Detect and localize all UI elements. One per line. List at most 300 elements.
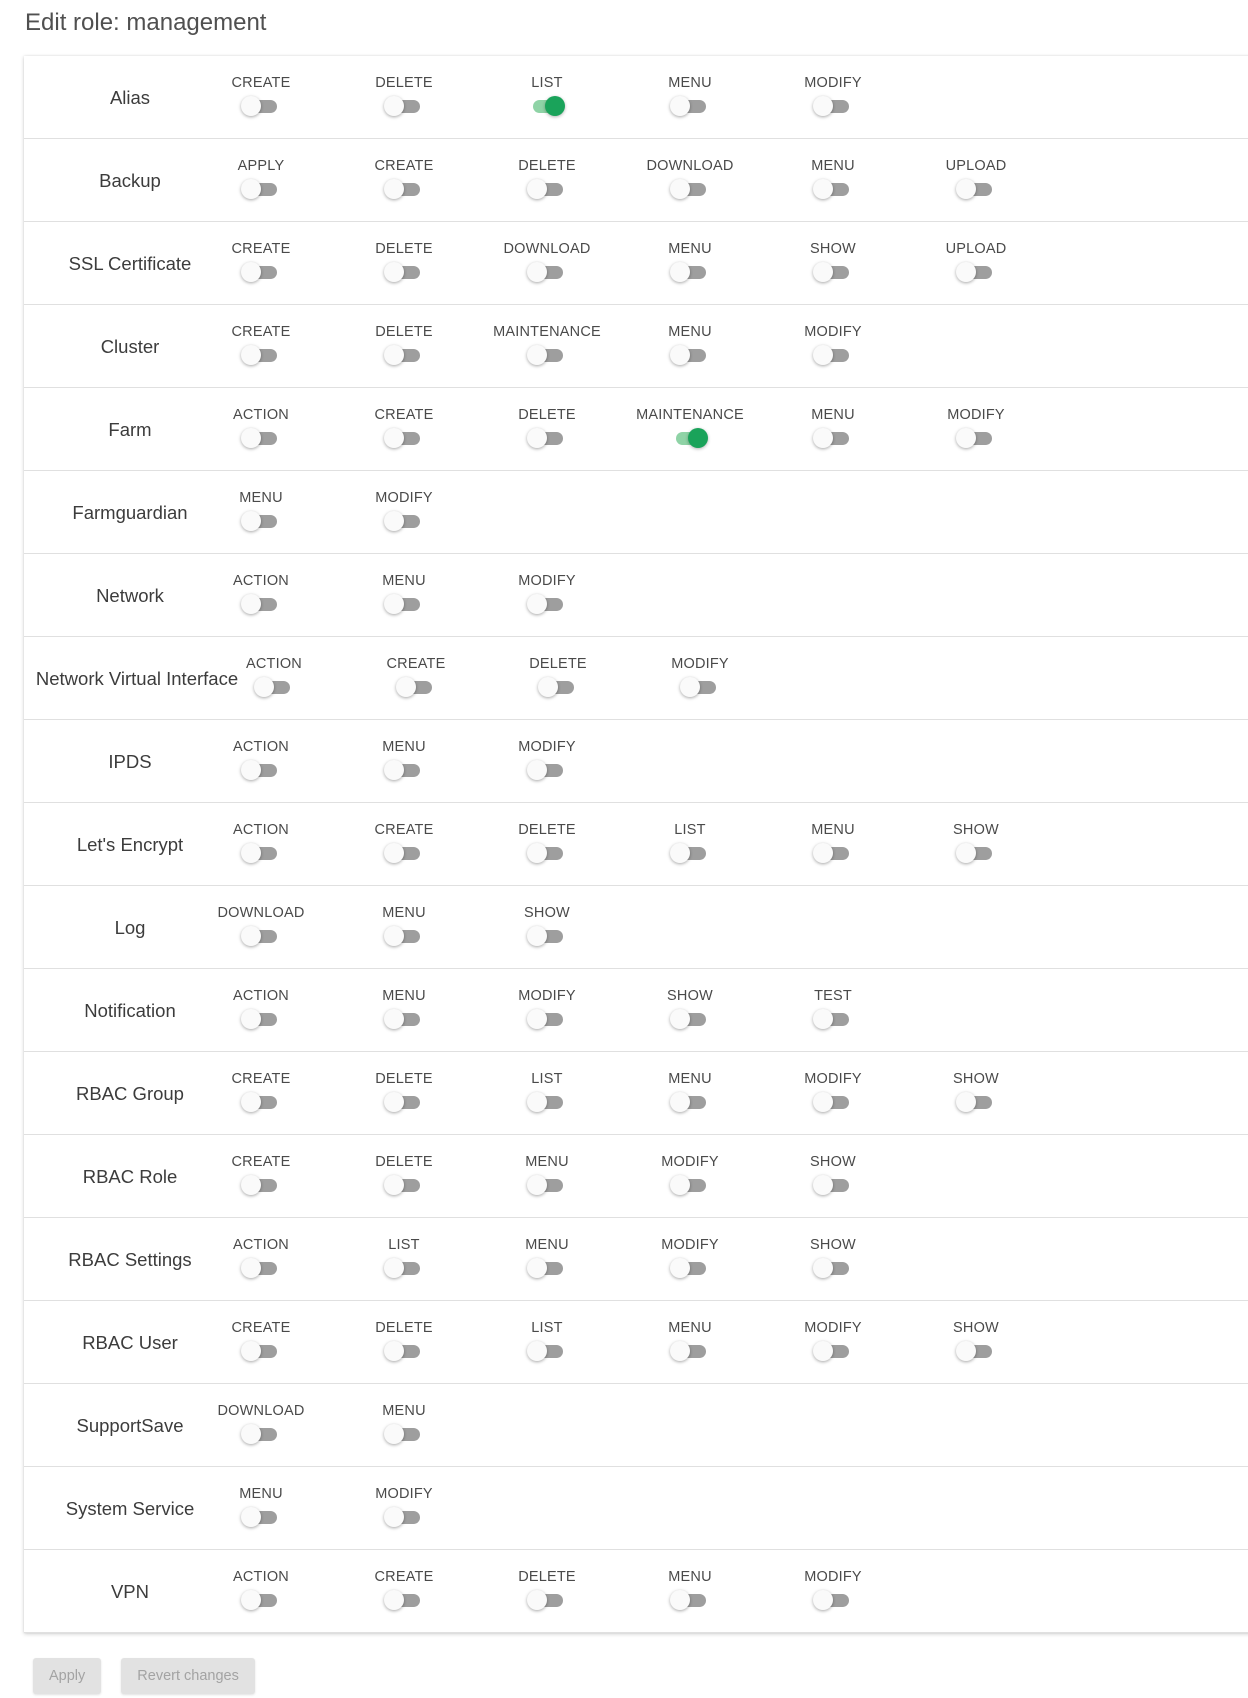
permission-toggle[interactable]	[527, 343, 567, 367]
permission-toggle[interactable]	[813, 1007, 853, 1031]
permission-toggle[interactable]	[241, 758, 281, 782]
permission-toggle[interactable]	[813, 94, 853, 118]
toggle-knob	[670, 262, 690, 282]
permission-cell	[344, 822, 464, 865]
permission-label: MODIFY	[518, 739, 576, 755]
role-name: IPDS	[108, 750, 152, 772]
permission-label: ACTION	[233, 573, 289, 589]
permission-cell	[630, 158, 750, 201]
permission-label: MODIFY	[375, 490, 433, 506]
permission-cell	[773, 324, 893, 367]
role-row	[24, 1218, 1248, 1301]
permission-toggle[interactable]	[384, 1256, 424, 1280]
toggle-knob	[241, 1009, 261, 1029]
permission-cell	[773, 1569, 893, 1612]
permission-toggle[interactable]	[241, 1256, 281, 1280]
permission-label: MODIFY	[518, 988, 576, 1004]
permission-cell	[344, 988, 464, 1031]
permission-toggle[interactable]	[384, 509, 424, 533]
toggle-knob	[956, 843, 976, 863]
toggle-knob	[384, 1258, 404, 1278]
permission-label: CREATE	[374, 1569, 434, 1585]
permission-toggle[interactable]	[813, 1588, 853, 1612]
permission-label: SHOW	[810, 1237, 856, 1253]
permission-toggle[interactable]	[670, 426, 710, 450]
role-row	[24, 554, 1248, 637]
toggle-knob	[813, 96, 833, 116]
permission-cell	[201, 324, 321, 367]
permission-label: MODIFY	[947, 407, 1005, 423]
permission-toggle[interactable]	[241, 260, 281, 284]
permission-cell	[916, 407, 1036, 450]
permission-label: SHOW	[953, 822, 999, 838]
permission-toggle[interactable]	[241, 1007, 281, 1031]
toggle-knob	[670, 1009, 690, 1029]
permission-label: ACTION	[233, 988, 289, 1004]
toggle-knob	[384, 1092, 404, 1112]
permission-label: SHOW	[810, 1154, 856, 1170]
role-row	[24, 388, 1248, 471]
role-permissions-table	[24, 56, 1248, 1633]
permission-cell	[630, 241, 750, 284]
permission-label: DELETE	[518, 407, 576, 423]
permission-cell	[498, 656, 618, 699]
permission-toggle[interactable]	[813, 260, 853, 284]
role-name: RBAC User	[82, 1331, 178, 1353]
permission-toggle[interactable]	[241, 177, 281, 201]
permission-toggle[interactable]	[813, 1173, 853, 1197]
permission-label: MENU	[382, 1403, 426, 1419]
permission-label: MAINTENANCE	[636, 407, 744, 423]
permission-cell	[344, 739, 464, 782]
permission-toggle[interactable]	[813, 1256, 853, 1280]
form-actions	[33, 1658, 255, 1694]
permission-cell	[773, 1237, 893, 1280]
permission-toggle[interactable]	[384, 924, 424, 948]
toggle-knob	[384, 1341, 404, 1361]
toggle-knob	[527, 345, 547, 365]
permission-cell	[916, 158, 1036, 201]
permission-toggle[interactable]	[670, 841, 710, 865]
permission-cell	[773, 822, 893, 865]
toggle-knob	[527, 1258, 547, 1278]
permission-label: DELETE	[375, 324, 433, 340]
permission-toggle[interactable]	[527, 1173, 567, 1197]
permission-toggle[interactable]	[527, 94, 567, 118]
permission-toggle[interactable]	[956, 1339, 996, 1363]
permission-toggle[interactable]	[384, 1173, 424, 1197]
role-name: Farm	[108, 418, 152, 440]
permission-cell	[344, 905, 464, 948]
permission-toggle[interactable]	[670, 1256, 710, 1280]
role-name: Log	[114, 916, 146, 938]
permission-cell	[487, 739, 607, 782]
permission-cell	[344, 1403, 464, 1446]
permission-cell	[630, 1071, 750, 1114]
permission-label: MODIFY	[804, 324, 862, 340]
toggle-knob	[384, 1175, 404, 1195]
role-name: Notification	[84, 999, 176, 1021]
permission-toggle[interactable]	[384, 1339, 424, 1363]
permission-cell	[630, 1569, 750, 1612]
role-row	[24, 305, 1248, 388]
permission-label: APPLY	[237, 158, 285, 174]
role-row	[24, 56, 1248, 139]
role-row	[24, 1301, 1248, 1384]
toggle-knob	[384, 843, 404, 863]
permission-toggle[interactable]	[241, 1588, 281, 1612]
permission-cell	[356, 656, 476, 699]
permission-toggle[interactable]	[956, 841, 996, 865]
toggle-knob	[241, 1092, 261, 1112]
permission-toggle[interactable]	[670, 1339, 710, 1363]
permission-label: LIST	[531, 1320, 563, 1336]
permission-label: MENU	[239, 1486, 283, 1502]
permission-toggle[interactable]	[527, 426, 567, 450]
permission-toggle[interactable]	[956, 260, 996, 284]
permission-toggle[interactable]	[527, 177, 567, 201]
role-row	[24, 1467, 1248, 1550]
permission-label: MENU	[525, 1154, 569, 1170]
role-name: Alias	[109, 86, 151, 108]
permission-toggle[interactable]	[384, 1588, 424, 1612]
toggle-knob	[241, 96, 261, 116]
toggle-knob	[670, 345, 690, 365]
permission-cell	[201, 1320, 321, 1363]
permission-label: DELETE	[375, 75, 433, 91]
permission-label: MODIFY	[804, 75, 862, 91]
permission-toggle[interactable]	[384, 260, 424, 284]
permission-label: MENU	[668, 75, 712, 91]
role-row	[24, 1052, 1248, 1135]
toggle-knob	[384, 511, 404, 531]
role-row	[24, 222, 1248, 305]
permission-label: LIST	[531, 1071, 563, 1087]
permission-label: CREATE	[386, 656, 446, 672]
permission-toggle[interactable]	[396, 675, 436, 699]
toggle-knob	[527, 262, 547, 282]
permission-cell	[344, 1569, 464, 1612]
toggle-knob	[241, 511, 261, 531]
permission-toggle[interactable]	[527, 1588, 567, 1612]
permission-cell	[344, 490, 464, 533]
permission-toggle[interactable]	[241, 94, 281, 118]
permission-toggle[interactable]	[241, 509, 281, 533]
role-name: RBAC Settings	[68, 1248, 192, 1270]
toggle-knob	[241, 1175, 261, 1195]
permission-toggle[interactable]	[384, 1090, 424, 1114]
permission-toggle[interactable]	[670, 1173, 710, 1197]
role-row	[24, 637, 1248, 720]
permission-toggle[interactable]	[538, 675, 578, 699]
permission-toggle[interactable]	[241, 343, 281, 367]
toggle-knob	[241, 262, 261, 282]
toggle-knob	[813, 179, 833, 199]
role-name: Cluster	[100, 335, 160, 357]
permission-cell	[201, 1154, 321, 1197]
permission-label: MODIFY	[804, 1320, 862, 1336]
permission-cell	[487, 75, 607, 118]
permission-cell	[201, 1569, 321, 1612]
permission-toggle[interactable]	[384, 841, 424, 865]
permission-cell	[916, 1320, 1036, 1363]
permission-toggle[interactable]	[527, 260, 567, 284]
permission-cell	[201, 573, 321, 616]
permission-label: MENU	[668, 1071, 712, 1087]
permission-toggle[interactable]	[384, 94, 424, 118]
permission-toggle[interactable]	[384, 1007, 424, 1031]
role-row	[24, 720, 1248, 803]
role-name: Let's Encrypt	[76, 833, 184, 855]
permission-cell	[487, 573, 607, 616]
permission-label: SHOW	[953, 1320, 999, 1336]
role-row	[24, 803, 1248, 886]
permission-toggle[interactable]	[384, 1505, 424, 1529]
permission-cell	[487, 1569, 607, 1612]
permission-label: MENU	[811, 407, 855, 423]
permission-toggle[interactable]	[813, 1339, 853, 1363]
permission-toggle[interactable]	[956, 177, 996, 201]
toggle-knob	[241, 1258, 261, 1278]
permission-label: MENU	[668, 1320, 712, 1336]
permission-cell	[773, 75, 893, 118]
permission-toggle[interactable]	[527, 1256, 567, 1280]
toggle-knob	[813, 1341, 833, 1361]
permission-toggle[interactable]	[670, 1007, 710, 1031]
permission-cell	[773, 241, 893, 284]
permission-cell	[630, 324, 750, 367]
toggle-knob	[813, 345, 833, 365]
permission-toggle[interactable]	[670, 260, 710, 284]
toggle-knob	[241, 594, 261, 614]
permission-cell	[487, 905, 607, 948]
permission-label: DOWNLOAD	[217, 1403, 305, 1419]
toggle-knob	[670, 1258, 690, 1278]
permission-toggle[interactable]	[956, 426, 996, 450]
permission-label: MENU	[525, 1237, 569, 1253]
permission-label: CREATE	[231, 241, 291, 257]
apply-button[interactable]: Apply	[33, 1658, 101, 1694]
permission-toggle[interactable]	[254, 675, 294, 699]
permission-toggle[interactable]	[384, 426, 424, 450]
toggle-knob	[527, 843, 547, 863]
permission-label: MENU	[382, 988, 426, 1004]
permission-cell	[630, 1237, 750, 1280]
permission-toggle[interactable]	[241, 1173, 281, 1197]
permission-toggle[interactable]	[527, 758, 567, 782]
permission-label: DELETE	[518, 1569, 576, 1585]
toggle-knob	[670, 1590, 690, 1610]
permission-label: MENU	[811, 822, 855, 838]
toggle-knob	[538, 677, 558, 697]
toggle-knob	[384, 345, 404, 365]
permission-cell	[916, 822, 1036, 865]
permission-label: CREATE	[231, 1320, 291, 1336]
permission-cell	[201, 905, 321, 948]
toggle-knob	[241, 1590, 261, 1610]
toggle-knob	[384, 926, 404, 946]
permission-toggle[interactable]	[527, 841, 567, 865]
permission-label: MENU	[239, 490, 283, 506]
toggle-knob	[813, 1009, 833, 1029]
toggle-knob	[670, 96, 690, 116]
permission-label: DELETE	[375, 1071, 433, 1087]
permission-toggle[interactable]	[241, 1090, 281, 1114]
permission-cell	[344, 75, 464, 118]
permission-toggle[interactable]	[813, 426, 853, 450]
permission-cell	[640, 656, 760, 699]
permission-toggle[interactable]	[527, 924, 567, 948]
permission-cell	[201, 407, 321, 450]
permission-label: MODIFY	[518, 573, 576, 589]
toggle-knob	[241, 428, 261, 448]
permission-toggle[interactable]	[527, 1339, 567, 1363]
toggle-knob	[956, 179, 976, 199]
permission-toggle[interactable]	[527, 592, 567, 616]
permission-cell	[201, 988, 321, 1031]
toggle-knob	[384, 594, 404, 614]
toggle-knob	[956, 262, 976, 282]
permission-label: ACTION	[233, 822, 289, 838]
toggle-knob	[241, 926, 261, 946]
permission-cell	[487, 988, 607, 1031]
role-name: SupportSave	[76, 1414, 184, 1436]
permission-cell	[344, 1237, 464, 1280]
permission-label: CREATE	[231, 1071, 291, 1087]
permission-toggle[interactable]	[813, 1090, 853, 1114]
permission-label: CREATE	[374, 158, 434, 174]
permission-label: DELETE	[375, 1320, 433, 1336]
permission-cell	[201, 158, 321, 201]
permission-toggle[interactable]	[241, 1339, 281, 1363]
toggle-knob	[241, 179, 261, 199]
permission-label: DOWNLOAD	[503, 241, 591, 257]
toggle-knob	[384, 96, 404, 116]
permission-cell	[630, 75, 750, 118]
permission-cell	[201, 1237, 321, 1280]
permission-toggle[interactable]	[384, 1422, 424, 1446]
toggle-knob	[241, 760, 261, 780]
toggle-knob	[396, 677, 416, 697]
toggle-knob	[670, 1092, 690, 1112]
role-row	[24, 1384, 1248, 1467]
permission-label: TEST	[814, 988, 852, 1004]
permission-toggle[interactable]	[670, 1090, 710, 1114]
toggle-knob	[813, 843, 833, 863]
permission-label: ACTION	[233, 739, 289, 755]
permission-label: MODIFY	[671, 656, 729, 672]
revert-changes-button[interactable]: Revert changes	[121, 1658, 255, 1694]
permission-cell	[487, 241, 607, 284]
role-row	[24, 1550, 1248, 1633]
permission-label: DELETE	[518, 822, 576, 838]
toggle-knob	[241, 1507, 261, 1527]
permission-cell	[201, 490, 321, 533]
permission-toggle[interactable]	[670, 177, 710, 201]
permission-toggle[interactable]	[384, 758, 424, 782]
permission-cell	[344, 241, 464, 284]
permission-label: MODIFY	[804, 1569, 862, 1585]
permission-toggle[interactable]	[956, 1090, 996, 1114]
permission-cell	[630, 407, 750, 450]
role-row	[24, 139, 1248, 222]
permission-cell	[630, 1154, 750, 1197]
permission-cell	[201, 241, 321, 284]
permission-cell	[487, 324, 607, 367]
role-name: VPN	[110, 1580, 150, 1602]
toggle-knob	[241, 1341, 261, 1361]
permission-toggle[interactable]	[241, 426, 281, 450]
permission-label: ACTION	[233, 407, 289, 423]
permission-toggle[interactable]	[527, 1090, 567, 1114]
toggle-knob	[384, 262, 404, 282]
permission-cell	[630, 988, 750, 1031]
permission-toggle[interactable]	[670, 343, 710, 367]
toggle-knob	[384, 1507, 404, 1527]
permission-toggle[interactable]	[813, 841, 853, 865]
toggle-knob	[813, 1590, 833, 1610]
permission-toggle[interactable]	[384, 592, 424, 616]
permission-label: UPLOAD	[945, 158, 1007, 174]
toggle-knob	[527, 760, 547, 780]
toggle-knob	[956, 1341, 976, 1361]
page-title: Edit role: management	[25, 9, 267, 36]
toggle-knob	[527, 428, 547, 448]
toggle-knob	[956, 428, 976, 448]
permission-toggle[interactable]	[241, 1422, 281, 1446]
role-name: Backup	[99, 169, 161, 191]
toggle-knob	[813, 1092, 833, 1112]
toggle-knob	[254, 677, 274, 697]
role-row	[24, 1135, 1248, 1218]
permission-toggle[interactable]	[813, 177, 853, 201]
permission-cell	[344, 1486, 464, 1529]
toggle-knob	[670, 179, 690, 199]
role-name: Network Virtual Interface	[35, 667, 239, 689]
permission-label: CREATE	[374, 822, 434, 838]
permission-toggle[interactable]	[813, 343, 853, 367]
permission-label: DOWNLOAD	[217, 905, 305, 921]
permission-cell	[487, 158, 607, 201]
permission-cell	[201, 1403, 321, 1446]
toggle-knob	[545, 96, 565, 116]
permission-toggle[interactable]	[670, 1588, 710, 1612]
permission-label: MODIFY	[375, 1486, 433, 1502]
toggle-knob	[527, 1341, 547, 1361]
permission-label: MENU	[668, 1569, 712, 1585]
permission-cell	[201, 1071, 321, 1114]
toggle-knob	[241, 843, 261, 863]
permission-toggle[interactable]	[384, 343, 424, 367]
permission-toggle[interactable]	[241, 592, 281, 616]
permission-label: ACTION	[246, 656, 302, 672]
permission-toggle[interactable]	[680, 675, 720, 699]
role-name: RBAC Role	[82, 1165, 178, 1187]
permission-cell	[916, 241, 1036, 284]
permission-label: DELETE	[518, 158, 576, 174]
permission-toggle[interactable]	[384, 177, 424, 201]
toggle-knob	[384, 1424, 404, 1444]
permission-cell	[201, 1486, 321, 1529]
permission-toggle[interactable]	[670, 94, 710, 118]
permission-toggle[interactable]	[241, 924, 281, 948]
permission-cell	[773, 988, 893, 1031]
permission-label: MODIFY	[804, 1071, 862, 1087]
permission-toggle[interactable]	[241, 1505, 281, 1529]
role-row	[24, 886, 1248, 969]
permission-toggle[interactable]	[527, 1007, 567, 1031]
permission-toggle[interactable]	[241, 841, 281, 865]
